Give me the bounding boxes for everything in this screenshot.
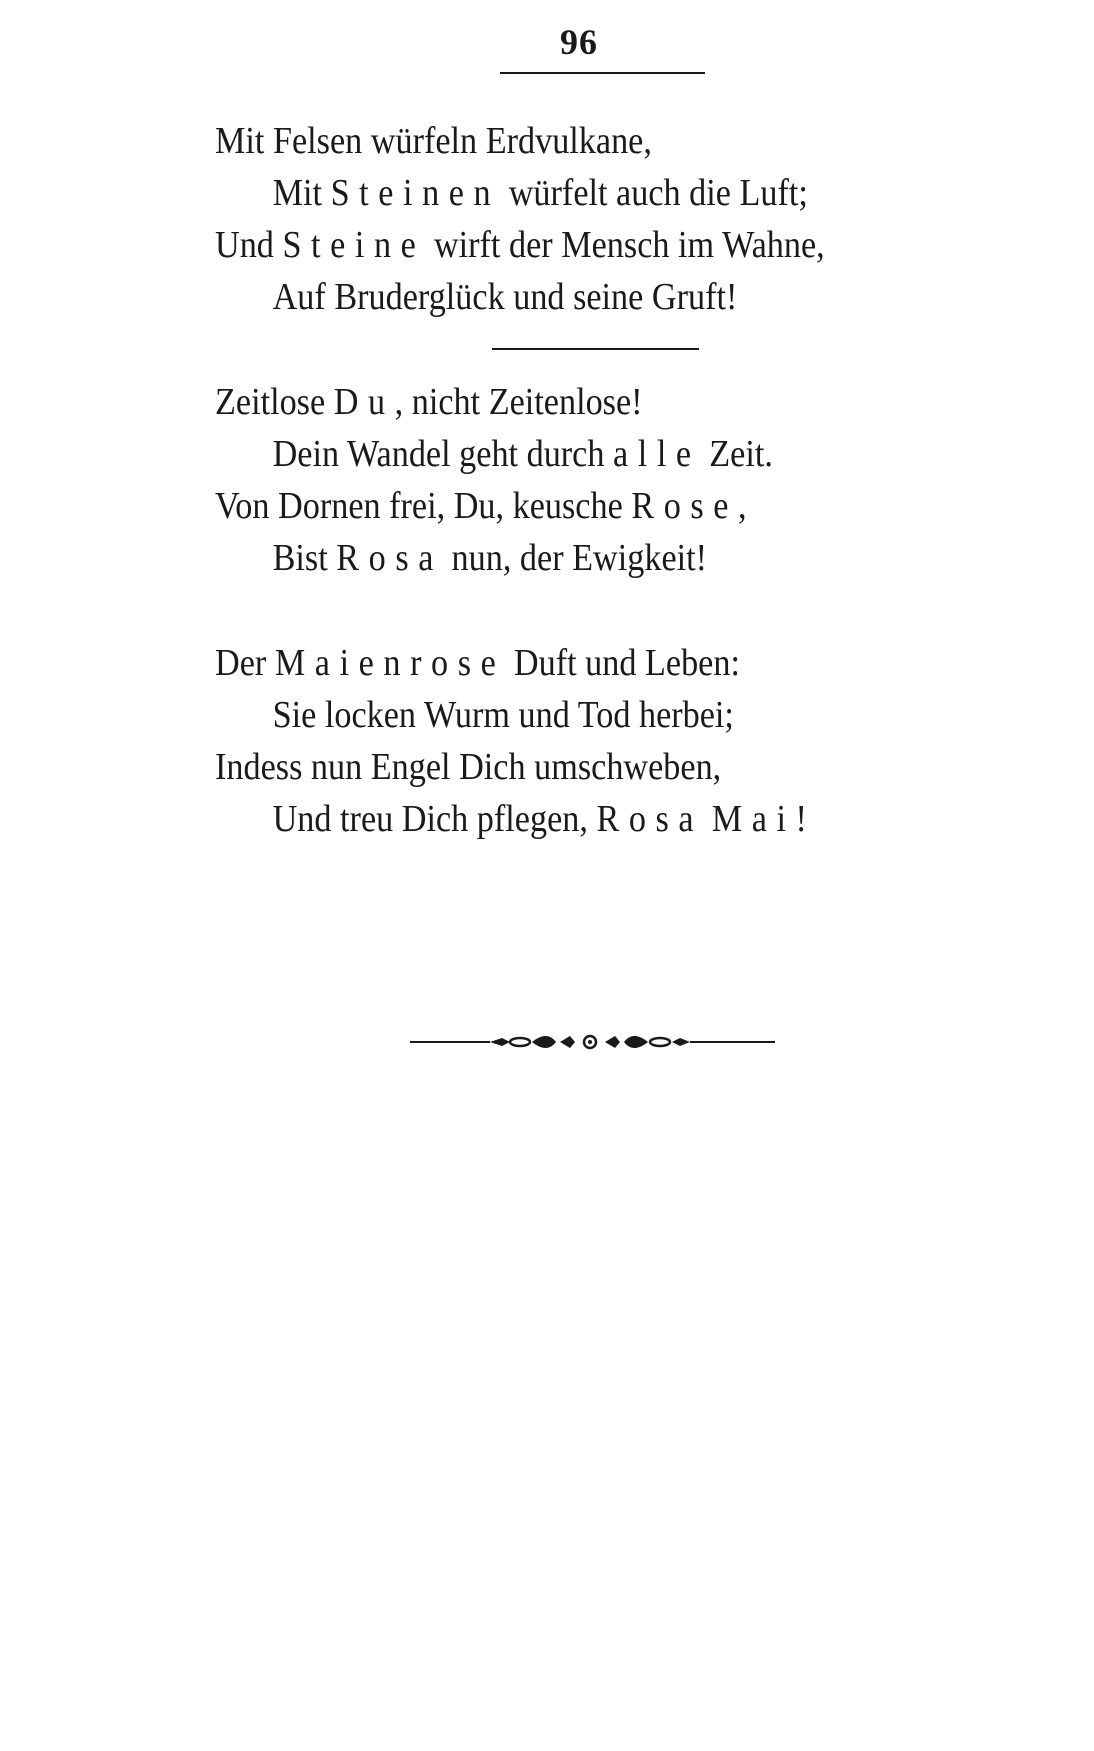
spaced-word: Du bbox=[333, 381, 395, 423]
verse-text bbox=[703, 798, 712, 840]
verse-text: Und treu Dich pflegen, bbox=[272, 798, 597, 840]
verse-text: Sie locken Wurm und Tod herbei; bbox=[272, 694, 734, 736]
verse-text: Duft und Leben: bbox=[505, 642, 740, 684]
verse-line bbox=[215, 376, 935, 428]
verse-text: nun, der Ewigkeit! bbox=[442, 537, 708, 579]
end-ornament bbox=[410, 1030, 775, 1054]
stanza-2 bbox=[215, 376, 1015, 584]
verse-text: Zeit. bbox=[700, 433, 773, 475]
verse-line bbox=[215, 793, 935, 845]
verse-line bbox=[215, 689, 935, 741]
verse-text: Der bbox=[215, 642, 275, 684]
verse-text: Indess nun Engel Dich umschweben, bbox=[215, 746, 722, 788]
spaced-word: Steinen bbox=[330, 172, 501, 214]
verse-text: würfelt auch die Luft; bbox=[500, 172, 808, 214]
verse-line bbox=[215, 271, 935, 323]
verse-line bbox=[215, 480, 935, 532]
stanza-3 bbox=[215, 637, 1015, 845]
verse-text: ! bbox=[795, 798, 807, 840]
spaced-word: Rose bbox=[631, 485, 739, 527]
verse-text: Von Dornen frei, Du, keusche bbox=[215, 485, 632, 527]
spaced-word: Mai bbox=[711, 798, 796, 840]
stanza-divider bbox=[492, 348, 699, 350]
verse-line bbox=[215, 115, 935, 167]
verse-text: Zeitlose bbox=[215, 381, 334, 423]
verse-text: Mit Felsen würfeln Erdvulkane, bbox=[215, 120, 652, 162]
verse-line bbox=[215, 637, 935, 689]
verse-line bbox=[215, 741, 935, 793]
verse-line bbox=[215, 219, 935, 271]
verse-text: Auf Bruderglück und seine Gruft! bbox=[272, 276, 738, 318]
verse-text: Mit bbox=[272, 172, 331, 214]
spaced-word: Rosa bbox=[596, 798, 704, 840]
verse-text: Und bbox=[215, 224, 283, 266]
verse-text: Bist bbox=[272, 537, 337, 579]
verse-line bbox=[215, 167, 935, 219]
verse-text: , bbox=[738, 485, 747, 527]
spaced-word: Rosa bbox=[336, 537, 443, 579]
verse-line bbox=[215, 428, 935, 480]
stanza-1 bbox=[215, 115, 1015, 323]
page-number: 96 bbox=[560, 22, 598, 62]
verse-text: wirft der Mensch im Wahne, bbox=[425, 224, 825, 266]
spaced-word: Maienrose bbox=[274, 642, 506, 684]
verse-text: Dein Wandel geht durch bbox=[272, 433, 614, 475]
spaced-word: alle bbox=[613, 433, 701, 475]
verse-line bbox=[215, 532, 935, 584]
verse-text: , nicht Zeitenlose! bbox=[394, 381, 643, 423]
spaced-word: Steine bbox=[282, 224, 426, 266]
header-rule bbox=[500, 72, 705, 74]
